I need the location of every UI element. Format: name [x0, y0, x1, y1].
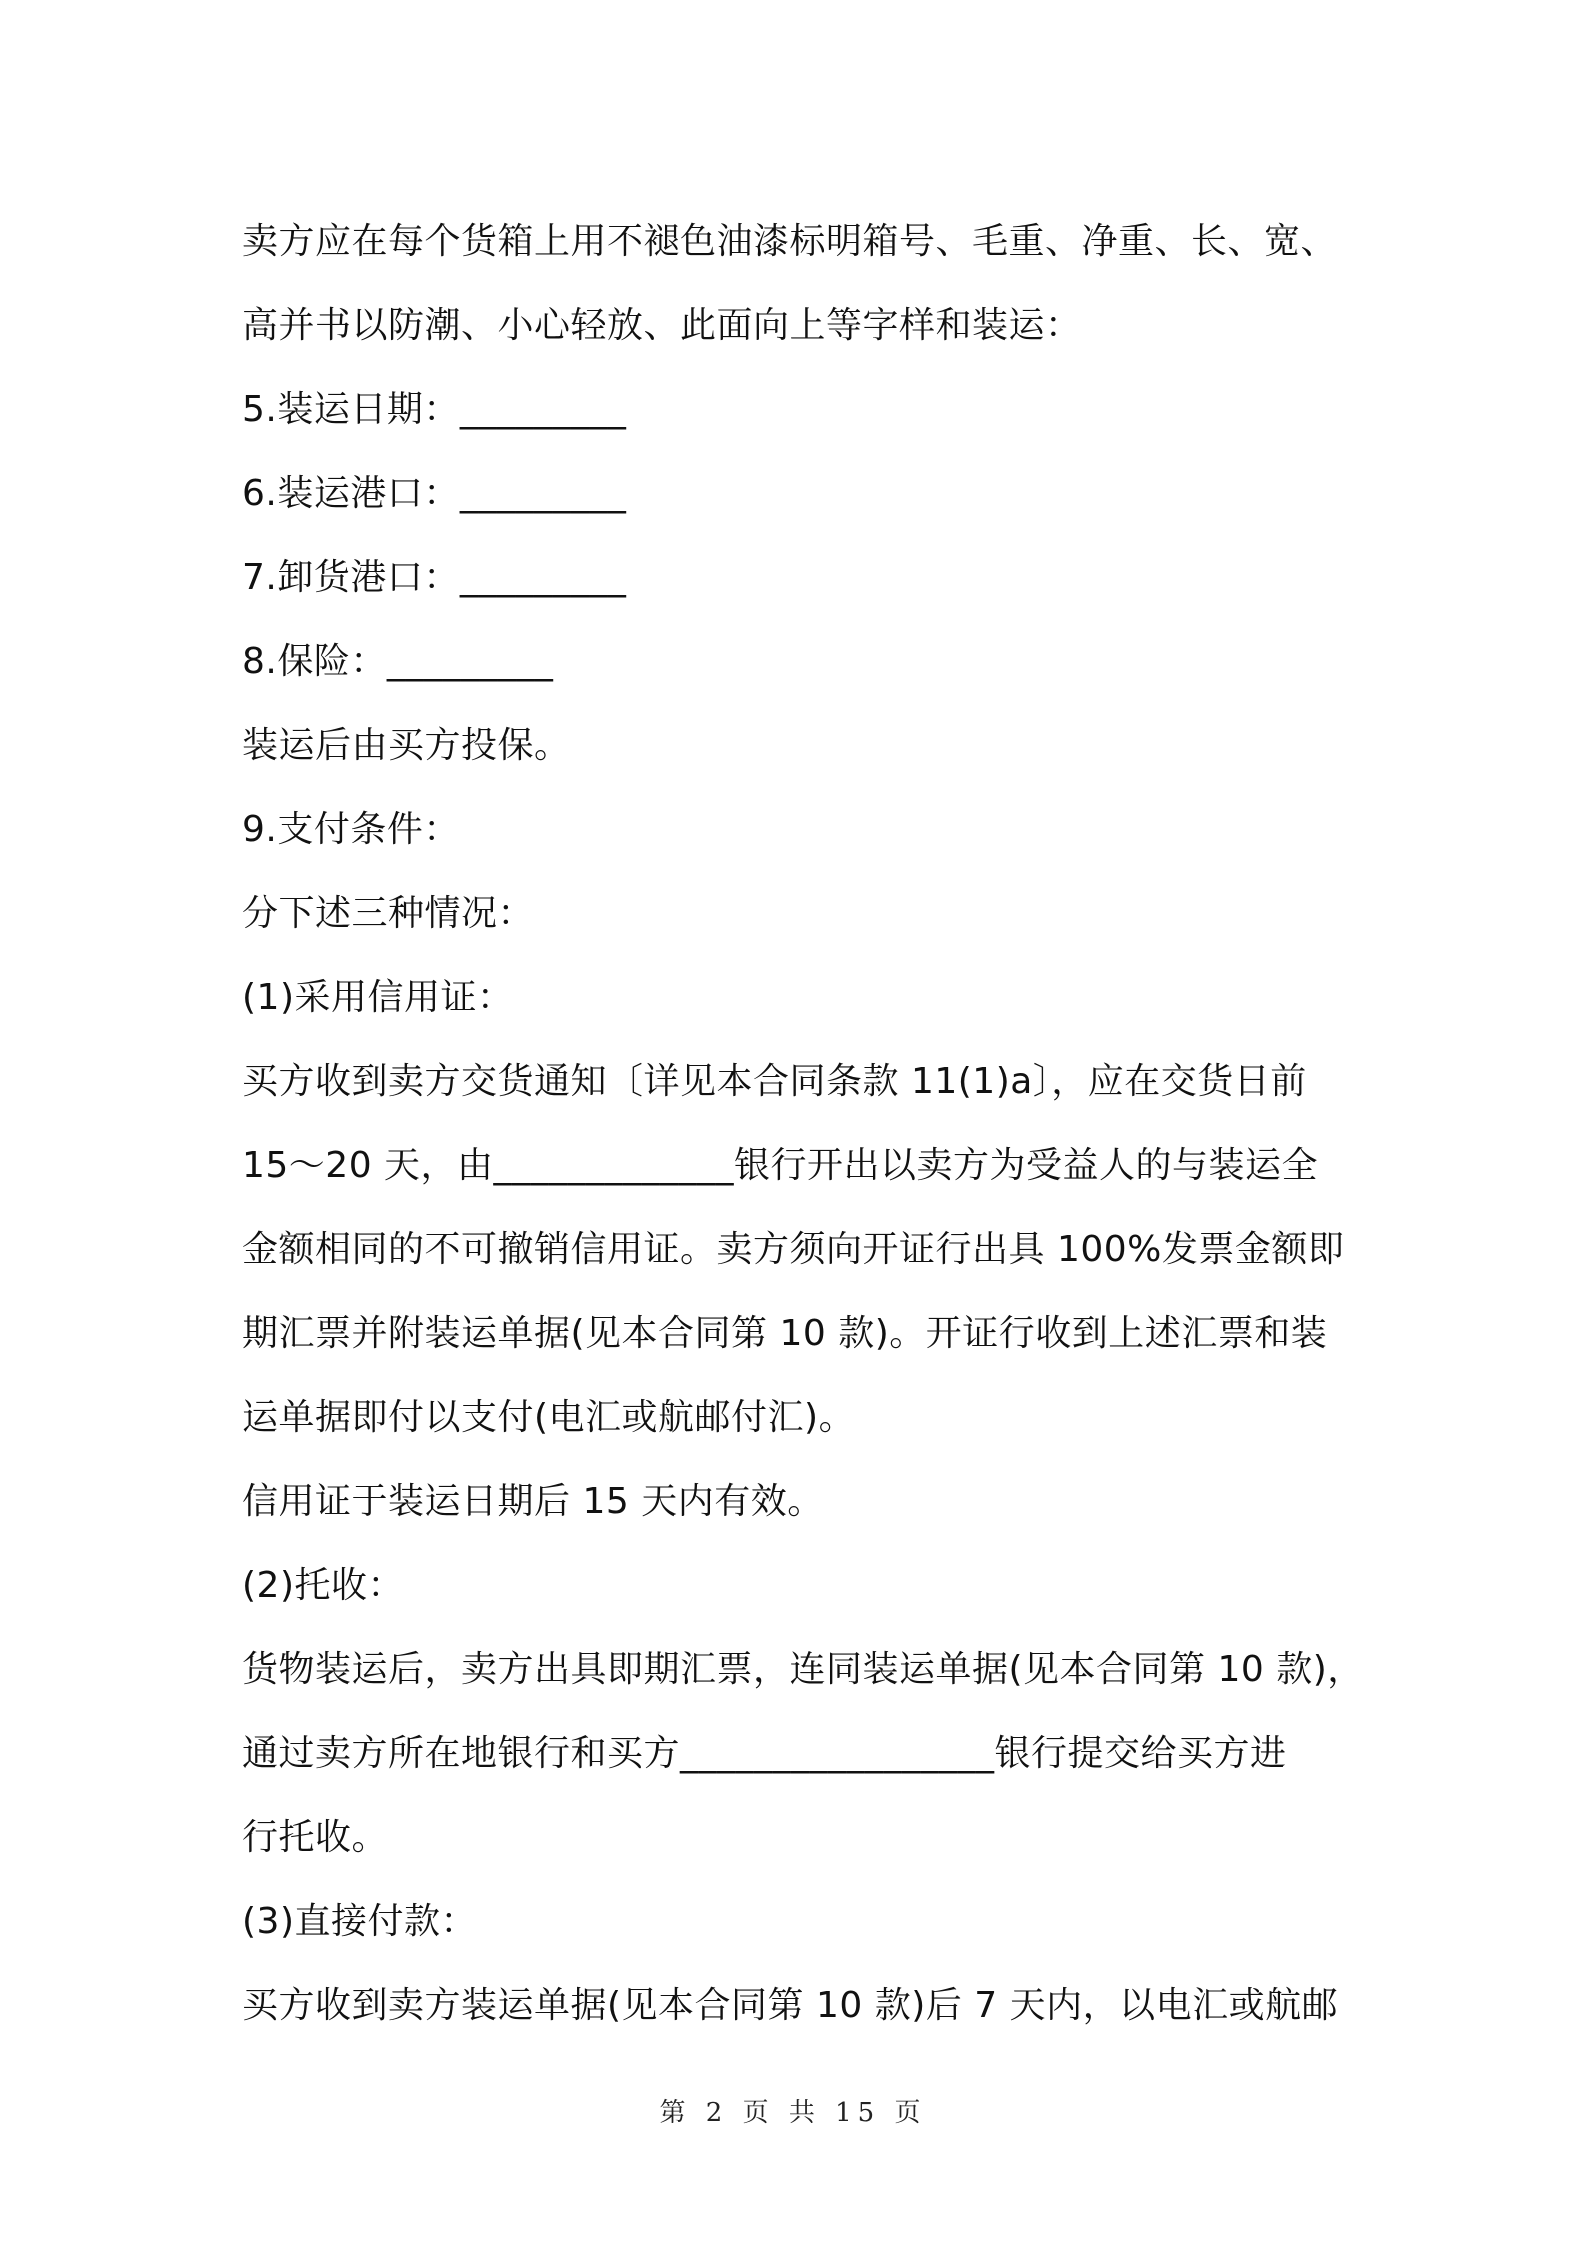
text-line-14: 期汇票并附装运单据(见本合同第 10 款)。开证行收到上述汇票和装	[242, 1313, 1328, 1354]
text-line-18: 货物装运后，卖方出具即期汇票，连同装运单据(见本合同第 10 款)，	[242, 1649, 1364, 1690]
text-line-1: 卖方应在每个货箱上用不褪色油漆标明箱号、毛重、净重、长、宽、	[242, 221, 1338, 262]
text-line-9: 分下述三种情况：	[242, 893, 535, 934]
letter-of-credit-heading: (1)采用信用证：	[242, 977, 514, 1018]
text-line-11: 买方收到卖方交货通知〔详见本合同条款 11(1)a〕，应在交货日前	[242, 1061, 1307, 1102]
text-line-2: 高并书以防潮、小心轻放、此面向上等字样和装运：	[242, 305, 1082, 346]
text-line-16: 信用证于装运日期后 15 天内有效。	[242, 1481, 824, 1522]
document-body	[242, 200, 1362, 2048]
insurance-line: 8.保险：_________	[242, 641, 554, 682]
payment-terms-heading: 9.支付条件：	[242, 809, 460, 850]
text-line-13: 金额相同的不可撤销信用证。卖方须向开证行出具 100%发票金额即	[242, 1229, 1345, 1270]
text-line-20: 行托收。	[242, 1817, 389, 1858]
text-line-7: 装运后由买方投保。	[242, 725, 571, 766]
discharge-port-line: 7.卸货港口：_________	[242, 557, 627, 598]
text-line-12: 15～20 天，由_____________银行开出以卖方为受益人的与装运全	[242, 1145, 1319, 1186]
text-line-15: 运单据即付以支付(电汇或航邮付汇)。	[242, 1397, 856, 1438]
text-line-19: 通过卖方所在地银行和买方_________________银行提交给买方进	[242, 1733, 1287, 1774]
text-line-22: 买方收到卖方装运单据(见本合同第 10 款)后 7 天内，以电汇或航邮	[242, 1985, 1339, 2026]
page-number-footer: 第 2 页 共 15 页	[659, 2098, 927, 2128]
shipment-date-line: 5.装运日期：_________	[242, 389, 627, 430]
loading-port-line: 6.装运港口：_________	[242, 473, 627, 514]
collection-heading: (2)托收：	[242, 1565, 404, 1606]
direct-payment-heading: (3)直接付款：	[242, 1901, 477, 1942]
